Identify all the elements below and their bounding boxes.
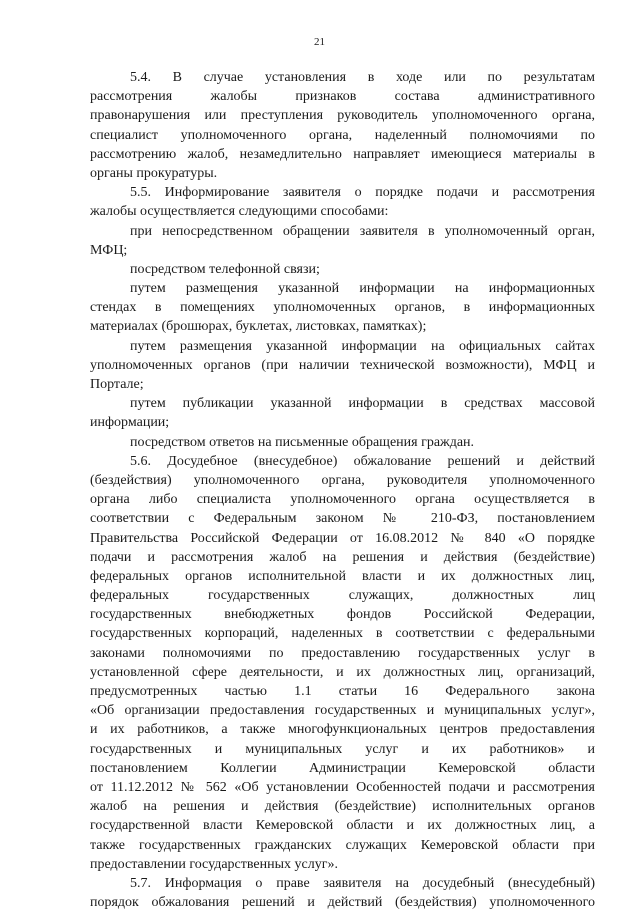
text-line: федеральных государственных служащих, должностных лиц xyxy=(90,588,595,604)
text-line: 5.4. В случае установления в ходе или по результатам xyxy=(130,70,595,85)
text-line: путем размещения указанной информации на официальных сайтах xyxy=(130,338,595,354)
text-line: подачи и рассмотрения жалоб на решения и действия (бездействие) xyxy=(90,549,595,565)
text-line: путем публикации указанной информации в средствах массовой xyxy=(130,396,595,412)
text-line: органа либо специалиста уполномоченного органа осуществляется в xyxy=(90,492,595,508)
text-line: законами полномочиями по предоставлению государственных услуг в xyxy=(90,645,595,661)
text-line: соответствии с Федеральным законом № 210-ФЗ, постановлением xyxy=(90,511,595,527)
document-body xyxy=(90,68,595,912)
text-line: государственных корпораций, наделенных в соответствии с федеральными xyxy=(90,626,595,642)
text-line: информации; xyxy=(90,415,170,431)
text-line: стендах в помещениях уполномоченных органов, в информационных xyxy=(90,300,595,316)
text-line: материалах (брошюрах, буклетах, листовках, памятках); xyxy=(90,319,427,335)
text-line: предоставлении государственных услуг». xyxy=(90,856,338,872)
text-line: установленной сфере деятельности, и их должностных лиц, организаций, xyxy=(90,664,595,680)
text-line: уполномоченных органов (при наличии технической возможности), МФЦ и xyxy=(90,357,595,373)
text-line: жалобы осуществляется следующими способами: xyxy=(90,204,389,220)
page-number: 21 xyxy=(314,36,325,48)
text-line: государственных внебюджетных фондов Российской Федерации, xyxy=(90,607,595,623)
text-line: правонарушения или преступления руководитель уполномоченного органа, xyxy=(90,108,595,124)
text-line: (бездействия) уполномоченного органа, руководителя уполномоченного xyxy=(90,472,595,488)
text-line: «Об организации предоставления государственных и муниципальных услуг», xyxy=(90,703,595,719)
text-line: порядок обжалования решений и действий (бездействия) уполномоченного xyxy=(90,895,595,911)
text-line: государственной власти Кемеровской области и их должностных лиц, а xyxy=(90,818,595,834)
text-line: государственных и муниципальных услуг и их работников» и xyxy=(90,741,595,757)
text-line: предусмотренных частью 1.1 статьи 16 Федерального закона xyxy=(90,684,595,699)
text-line: рассмотрения жалобы признаков состава административного xyxy=(90,89,595,105)
text-line: 5.5. Информирование заявителя о порядке подачи и рассмотрения xyxy=(130,185,595,201)
text-line: рассмотрению жалоб, незамедлительно направляет имеющиеся материалы в xyxy=(90,146,595,162)
text-line: 5.7. Информация о праве заявителя на досудебный (внесудебный) xyxy=(130,875,595,891)
text-line: посредством ответов на письменные обращения граждан. xyxy=(130,434,475,450)
text-line: жалоб на решения и действия (бездействие) исполнительных органов xyxy=(90,799,595,815)
text-line: 5.6. Досудебное (внесудебное) обжалование решений и действий xyxy=(130,453,595,469)
text-line: специалист уполномоченного органа, наделенный полномочиями по xyxy=(90,127,595,143)
text-line: и их работников, а также многофункциональных центров предоставления xyxy=(90,722,595,738)
text-line: органы прокуратуры. xyxy=(90,165,218,181)
text-line: Портале; xyxy=(90,377,144,392)
text-line: федеральных органов исполнительной власти и их должностных лиц, xyxy=(90,568,595,584)
text-line: также государственных гражданских служащих Кемеровской области при xyxy=(90,837,595,853)
text-line: путем размещения указанной информации на информационных xyxy=(130,281,595,297)
text-line: от 11.12.2012 № 562 «Об установлении Особенностей подачи и рассмотрения xyxy=(90,779,595,795)
text-line: посредством телефонной связи; xyxy=(130,261,320,277)
text-line: постановлением Коллегии Администрации Кемеровской области xyxy=(90,760,595,776)
text-line: МФЦ; xyxy=(90,242,128,258)
text-line: Правительства Российской Федерации от 16.08.2012 № 840 «О порядке xyxy=(90,530,595,546)
text-line: при непосредственном обращении заявителя в уполномоченный орган, xyxy=(130,223,595,239)
